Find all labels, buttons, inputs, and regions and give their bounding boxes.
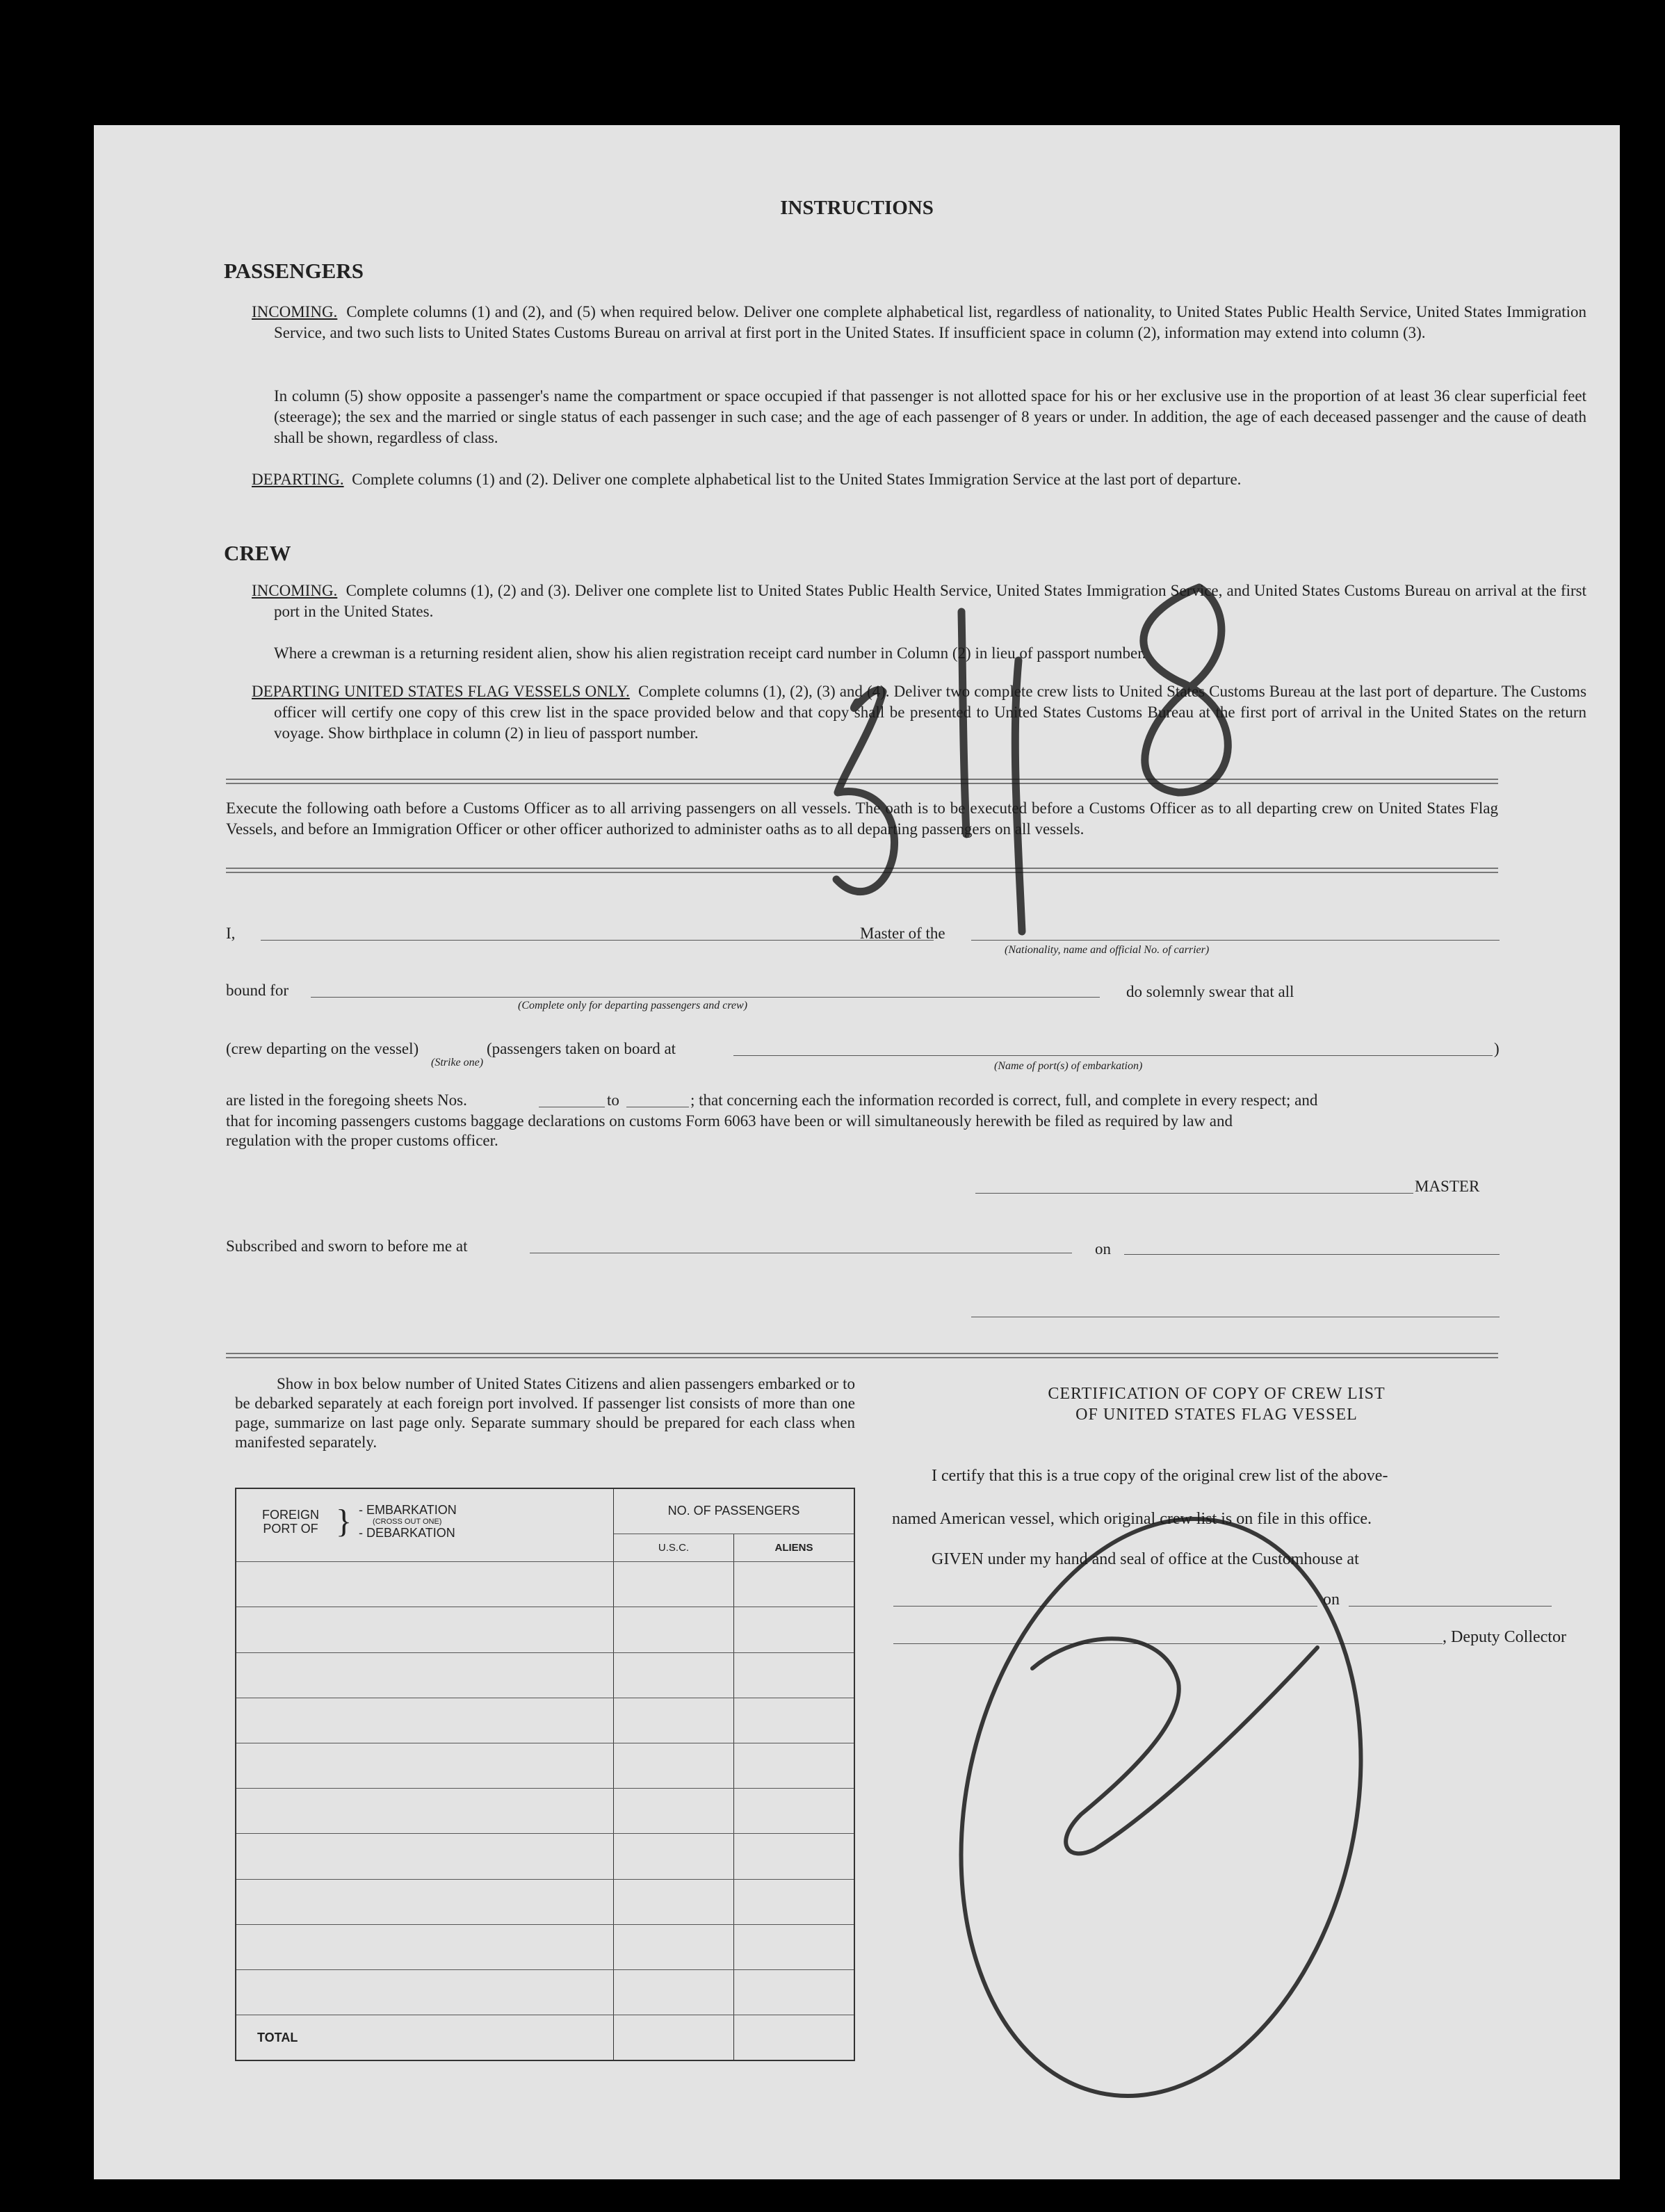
listed-line3: regulation with the proper customs officer. [226,1132,498,1149]
passengers-incoming-text: Complete columns (1) and (2), and (5) when required below. Deliver one complete alphabetical list, regardless of nationality, to United States Public Health Service, United States Immigration Service, and two such lists to United States Customs Bureau on arrival at first port in the United States. If insufficient space in column (2), information may extend into column (3). [274,303,1587,341]
passengers-departing-label: DEPARTING. [252,471,344,488]
crew-heading: CREW [224,541,291,565]
strike-one-caption: (Strike one) [431,1057,484,1068]
total-label: TOTAL [236,2015,614,2060]
bound-for-label: bound for [226,982,289,999]
debarkation-label: - DEBARKATION [359,1526,455,1540]
embarkation-label: - EMBARKATION [359,1503,457,1517]
handwritten-marks [94,125,1620,2179]
passengers-incoming-label: INCOMING. [252,303,338,320]
listed-to: to [607,1091,619,1109]
ports-caption: (Name of port(s) of embarkation) [994,1060,1143,1072]
form-page [94,125,1620,2179]
subscribed-label: Subscribed and sworn to before me at [226,1237,468,1255]
oath-i-label: I, [226,925,236,942]
certification-line2: named American vessel, which original crew list is on file in this office. [892,1510,1372,1528]
crew-incoming-label: INCOMING. [252,582,338,599]
page-title: INSTRUCTIONS [780,197,934,219]
passengers-heading: PASSENGERS [224,259,364,283]
sworn-on-label: on [1095,1240,1111,1258]
circled-2-handwriting [910,1481,1412,2133]
aliens-header: ALIENS [734,1534,855,1561]
listed-line2: that for incoming passengers customs baggage declarations on customs Form 6063 have been or will simultaneously herewith be filed as required by law and [226,1112,1233,1130]
passengers-taken-option: (passengers taken on board at [487,1040,676,1057]
certification-title-line2: OF UNITED STATES FLAG VESSEL [1075,1406,1358,1424]
no-of-passengers-header: NO. OF PASSENGERS [614,1488,855,1534]
summary-instructions: Show in box below number of United States Citizens and alien passengers embarked or to be debarked separately at each foreign port involved. If passenger list consists of more than one page, summarize on last page only. Separate summary should be prepared for each class when manifested separately. [235,1375,855,1451]
master-label: MASTER [1415,1178,1480,1195]
nationality-caption: (Nationality, name and official No. of carrier) [1005,944,1210,956]
certification-title-line1: CERTIFICATION OF COPY OF CREW LIST [1048,1385,1386,1403]
departing-caption: (Complete only for departing passengers and crew) [518,1000,748,1011]
passengers-departing-text: Complete columns (1) and (2). Deliver one complete alphabetical list to the United States Immigration Service at the last port of departure. [352,471,1242,488]
swear-label: do solemnly swear that all [1126,983,1294,1000]
brace: } [336,1503,352,1540]
crew-incoming-text: Complete columns (1), (2) and (3). Deliver one complete list to United States Public Health Service, United States Immigration Service, and United States Customs Bureau on arrival at the first port in the United States. [274,582,1587,620]
listed-prefix: are listed in the foregoing sheets Nos. [226,1091,467,1109]
crew-departing-option: (crew departing on the vessel) [226,1040,419,1057]
foreign-port-label: FOREIGN PORT OF [261,1508,319,1536]
crew-resident-paragraph: Where a crewman is a returning resident alien, show his alien registration receipt card number in Column (2) in lieu of passport number. [274,644,1146,662]
crew-departing-label: DEPARTING UNITED STATES FLAG VESSELS ONLY. [252,683,630,700]
oath-intro: Execute the following oath before a Customs Officer as to all arriving passengers on all vessels. The oath is to be executed before a Customs Officer as to all departing crew on United States Flag Vessels, and before an Immigration Officer or other officer authorized to administer oaths as to all departing passengers on all vessels. [226,799,1498,838]
deputy-collector-label: , Deputy Collector [1443,1628,1566,1646]
cross-out-label: (CROSS OUT ONE) [373,1518,442,1526]
certification-line3: GIVEN under my hand and seal of office at the Customhouse at [932,1550,1359,1568]
master-of-the-label: Master of the [860,925,945,942]
crew-departing-text: Complete columns (1), (2), (3) and (4). Deliver two complete crew lists to United States Customs Bureau at the last port of departure. The Customs officer will certify one copy of this crew list in the space provided below and that copy shall be presented to United States Customs Bureau at the first port of arrival in the United States on the return voyage. Show birthplace in column (2) in lieu of passport number. [274,683,1587,742]
certification-on-label: on [1323,1591,1340,1609]
certification-line1: I certify that this is a true copy of the original crew list of the above- [932,1467,1388,1485]
close-paren: ) [1494,1040,1500,1057]
number-5118-handwriting [836,587,1228,932]
passengers-column5-paragraph: In column (5) show opposite a passenger's name the compartment or space occupied if that passenger is not allotted space for his or her exclusive use in the proportion of at least 36 clear superficial feet (steerage); the sex and the married or single status of each passenger in such case; and the age of each passenger of 8 years or under. In addition, the age of each deceased passenger and the cause of death shall be shown, regardless of class. [274,387,1586,446]
usc-header: U.S.C. [614,1534,734,1561]
listed-rest: ; that concerning each the information recorded is correct, full, and complete in every respect; and [690,1091,1318,1109]
